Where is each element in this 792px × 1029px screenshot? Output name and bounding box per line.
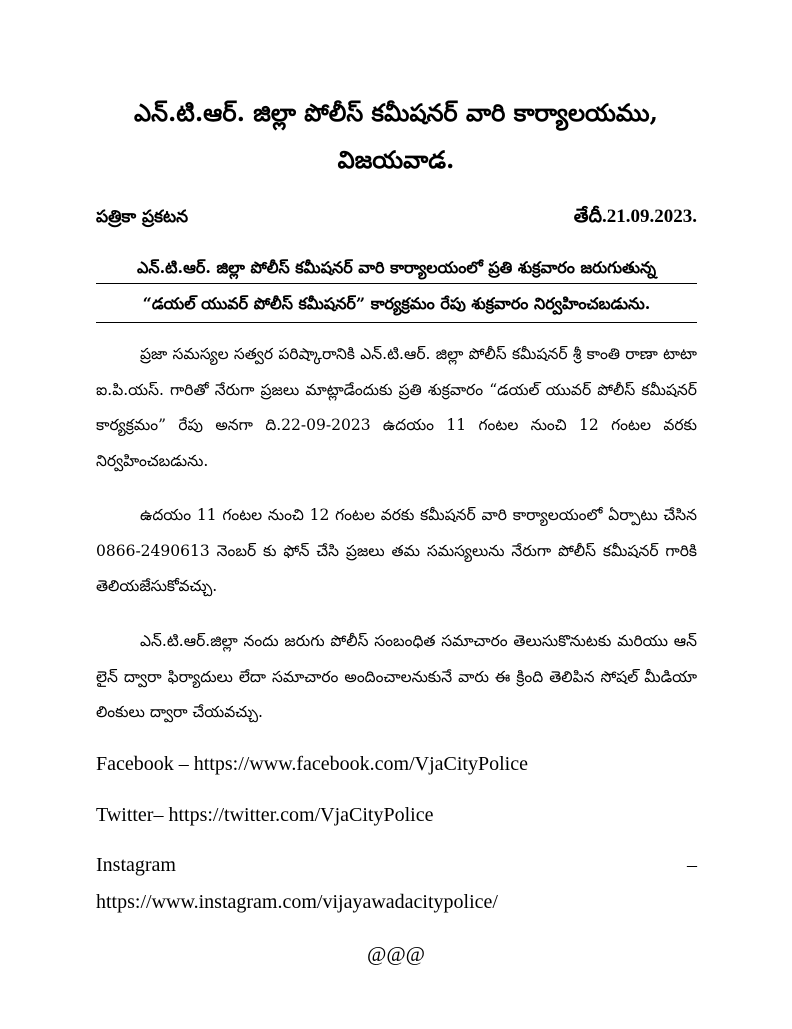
release-label: పత్రికా ప్రకటన: [96, 207, 189, 227]
facebook-link-line: Facebook – https://www.facebook.com/VjaCityPolice: [96, 753, 528, 775]
body-paragraph-3-text: ఎన్.టి.ఆర్.జిల్లా నందు జరుగు పోలీస్ సంబంధిత సమాచారం తెలుసుకొనుటకు మరియు ఆన్ లైన్ ద్వారా ఫిర్యాదులు లేదా సమాచారం అందించాలనుకునే వారు ఈ క్రింది తెలిపిన సోషల్ మీడియా లింకులు ద్వారా చేయవచ్చు.: [96, 632, 697, 721]
meta-row: [96, 204, 697, 230]
instagram-dash: –: [687, 854, 697, 876]
instagram-link-line: https://www.instagram.com/vijayawadacitypolice/: [96, 891, 498, 913]
end-mark: @@@: [366, 942, 426, 966]
twitter-link-line: Twitter– https://twitter.com/VjaCityPolice: [96, 804, 434, 826]
instagram-label: Instagram: [96, 854, 176, 876]
body-paragraph-2-text: ఉదయం 11 గంటల నుంచి 12 గంటల వరకు కమీషనర్ వారి కార్యాలయంలో ఏర్పాటు చేసిన 0866-2490613 నెంబర్ కు ఫోన్ చేసి ప్రజలు తమ సమస్యలును నేరుగా పోలీస్ కమీషనర్ గారికి తెలియజేసుకోవచ్చు.: [96, 506, 697, 595]
office-title: ఎన్.టి.ఆర్. జిల్లా పోలీస్ కమీషనర్ వారి కార్యాలయము,: [134, 98, 658, 127]
body-paragraph-1-text: ప్రజా సమస్యల సత్వర పరిష్కారానికి ఎన్.టి.ఆర్. జిల్లా పోలీస్ కమీషనర్ శ్రీ కాంతి రాణా టాటా ఐ.పి.యస్. గారితో నేరుగా ప్రజలు మాట్లాడేందుకు ప్రతి శుక్రవారం “డయల్ యువర్ పోలీస్ కమీషనర్ కార్యక్రమం” రేపు అనగా ది.22-09-2023 ఉదయం 11 గంటల నుంచి 12 గంటల వరకు నిర్వహించబడును.: [96, 345, 697, 470]
instagram-label-line: [96, 852, 697, 878]
headline-line-1: ఎన్.టి.ఆర్. జిల్లా పోలీస్ కమీషనర్ వారి కార్యాలయంలో ప్రతి శుక్రవారం జరుగుతున్న: [96, 255, 697, 284]
office-city: విజయవాడ.: [337, 145, 455, 174]
headline-line-2: “డయల్ యువర్ పోలీస్ కమీషనర్” కార్యక్రమం రేపు శుక్రవారం నిర్వహించబడును.: [96, 291, 697, 323]
body-paragraph-2: [96, 498, 697, 605]
release-date: తేదీ.21.09.2023.: [573, 206, 697, 227]
body-paragraph-3: [96, 624, 697, 731]
body-paragraph-1: [96, 337, 697, 479]
